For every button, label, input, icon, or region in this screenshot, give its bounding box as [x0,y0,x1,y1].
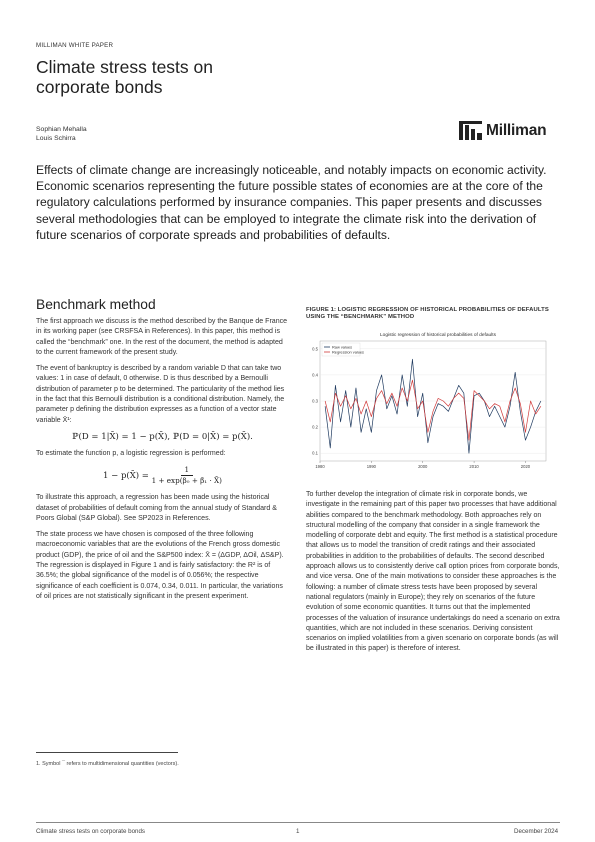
x-tick-label: 1990 [366,464,377,469]
section-heading-benchmark: Benchmark method [36,297,156,312]
chart-title: Logistic regression of historical probabilities of defaults [380,333,496,338]
y-tick-label: 0.3 [312,398,318,404]
y-tick-label: 0.1 [312,450,318,456]
figure-caption: FIGURE 1: LOGISTIC REGRESSION OF HISTORICAL PROBABILITIES OF DEFAULTS USING THE “BENCHMARK” METHOD [306,307,549,321]
paragraph: To estimate the function p, a logistic regression is performed: [36,449,226,457]
paragraph: To further develop the integration of climate risk in corporate bonds, we investigate in the remaining part of this paper two processes that have additional abilities compared to the benchmark methodology. Both approaches rely on structural modelling of the company that consider in a single framework the modelling of corporate debt and equity. The first method is a statistical procedure that allows us to model the transition of credit ratings and their associated probabilities in addition to the probabilities of defaults. The second described approach allows us to consistently derive call option prices from corporate bonds, and vice versa. One of the main motivations to consider these approaches is the following: a number of climate stress tests have been proposed by several national regulators (mainly in Europe); they rely on scenarios of the future evolution of some economic quantities. It turns out that the implemented processes of the valuation of insurance undertakings do need a scenario on extra quantities, which are not included in these scenarios. Deriving consistent scenarios on implied volatilities from a given scenario on corporate bonds (as will be illustrated in this paper) is therefore of interest. [306,491,560,653]
formula-left-side: 1 − p(X̄) = [103,471,149,482]
paragraph: The first approach we discuss is the method described by the Banque de France in its working paper (see CRSFSA in References). In this paper, this method is called the “benchmark” one. In the rest of the document, the method is adapted to the current framework of the present study. [36,318,288,356]
legend-label: Regression values [332,349,365,355]
x-tick-label: 1980 [315,464,325,469]
milliman-logo-icon [459,121,482,140]
footnote: 1. Symbol ¯ refers to multidimensional quantities (vectors). [36,761,179,767]
author-name: Louis Schirra [36,135,76,142]
chart-legend [322,343,364,356]
left-column [36,297,289,608]
footnote-divider [36,752,178,753]
paragraph: To illustrate this approach, a regression has been made using the historical dataset of probabilities of default coming from the annual study of Standard & Poors Global (S&P Global). See SP2023 in References. [36,494,277,522]
chart-series-group [325,359,541,453]
line-chart [306,327,560,479]
abstract: Effects of climate change are increasingly noticeable, and notably impacts on economic activity. Economic scenarios representing the future possible states of economies are at the core of the regulatory calculations performed by insurance companies. This paper presents and discusses several methodologies that can be employed to integrate the climate risk into the derivation of future scenarios of corporate spreads and probabilities of defaults. [36,163,547,242]
y-tick-label: 0.2 [312,424,318,430]
footer-divider [36,822,560,823]
paragraph: The state process we have chosen is composed of the three following macroeconomic variables that are the evolutions of the French gross domestic product (GDP), the price of oil and the S&P500 index: X̄ = (ΔGDP, ΔOil, ΔS&P). The regression is displayed in Figure 1 and is fairly satisfactory: the R² is of 36.5%; the global significance of the model is of 0.056%; the respective significance of each coefficient is 0.074, 0.34, 0.011. In particular, the variations of oil prices are not statistically significant in the present experiment. [36,531,284,600]
formula-fraction [152,465,222,486]
page-number: 1 [296,828,300,835]
paper-title [36,57,213,97]
chart-axes [312,341,546,469]
x-tick-label: 2000 [418,464,428,469]
regression-values-line [325,380,541,440]
x-tick-label: 2010 [469,464,479,469]
formula-bernoulli: ℙ(D = 1|X̄) = 1 − p(X̄), ℙ(D = 0|X̄) = p(X̄). [72,431,253,442]
title-line-2: corporate bonds [36,77,163,97]
footer-date: December 2024 [514,828,559,835]
paper-kicker: MILLIMAN WHITE PAPER [36,42,114,49]
fraction-denominator: 1 + exp(β₀ + β̄₁ · X̄) [151,476,222,486]
x-tick-label: 2020 [520,464,531,469]
author-list [36,125,87,143]
footer-title: Climate stress tests on corporate bonds [36,828,146,835]
legend-label: Raw values [332,344,353,350]
milliman-logo [459,121,546,140]
y-tick-label: 0.4 [312,372,318,378]
y-tick-label: 0.5 [312,346,318,352]
formula-logistic [36,465,289,486]
author-name: Sophian Mehalla [36,126,87,133]
right-column [306,490,560,661]
paragraph: The event of bankruptcy is described by a random variable D that can take two values: 1 in case of default, 0 otherwise. D is thus described by a Bernoulli distribution of parameter p to be determined. The particularity of the method lies in the fact that this Bernoulli distribution is a conditional distribution. Namely, the parameter p defining the distribution expresses as a function of a vector state variable X̄¹: [36,365,285,424]
title-line-1: Climate stress tests on [36,57,213,77]
fraction-numerator: 1 [181,465,194,476]
logo-wordmark: Milliman [486,121,547,139]
